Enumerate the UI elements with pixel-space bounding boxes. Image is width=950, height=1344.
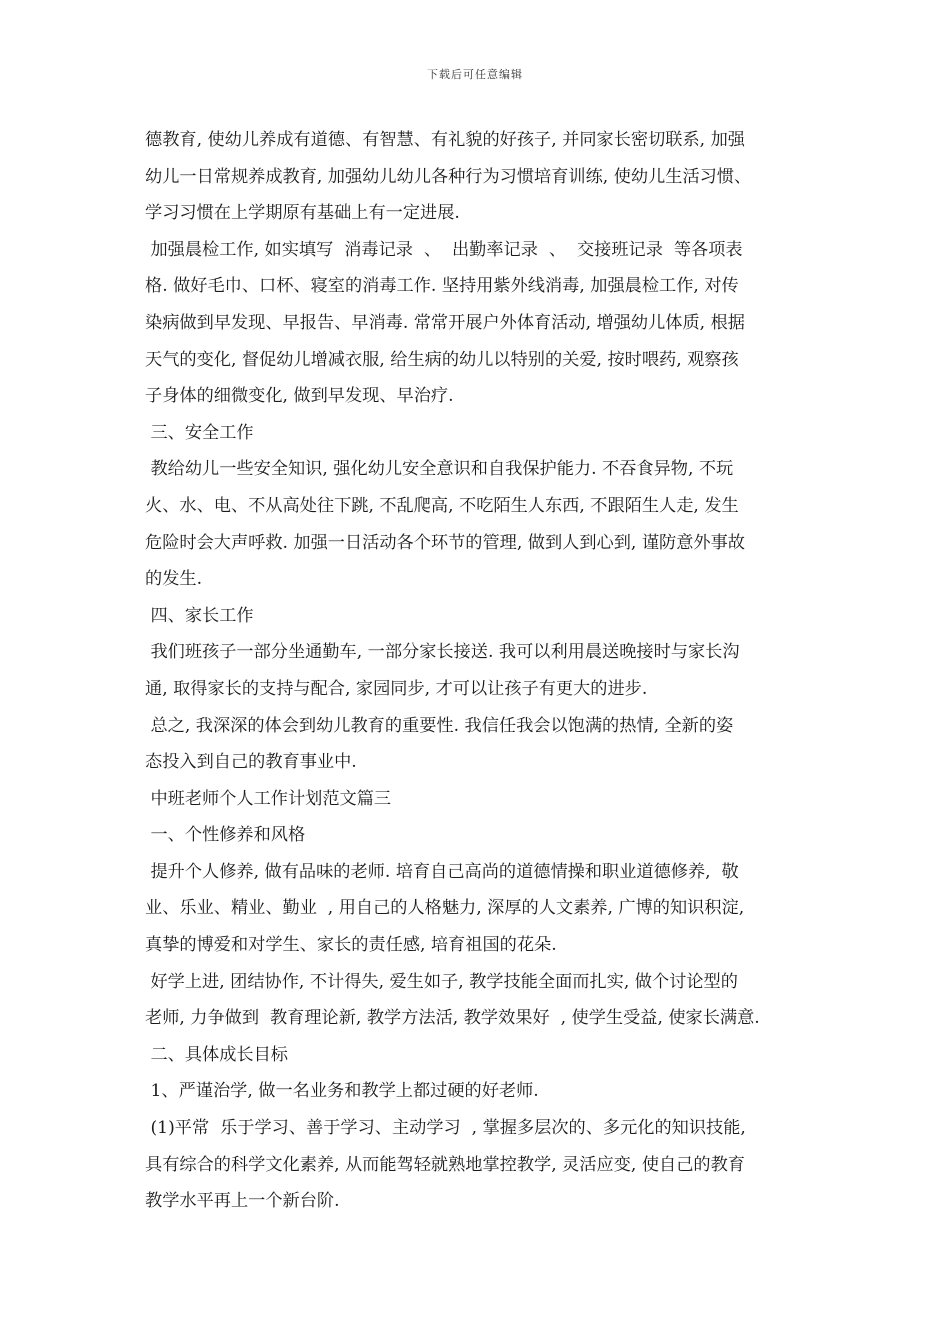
text-line: 通, 取得家长的支持与配合, 家园同步, 才可以让孩子有更大的进步. — [145, 678, 648, 699]
text-line: 总之, 我深深的体会到幼儿教育的重要性. 我信任我会以饱满的热情, 全新的姿 — [145, 715, 734, 736]
article-title: 中班老师个人工作计划范文篇三 — [145, 788, 392, 809]
text-line: 火、水、电、不从高处往下跳, 不乱爬高, 不吃陌生人东西, 不跟陌生人走, 发生 — [145, 495, 739, 516]
text-line: 具有综合的科学文化素养, 从而能驾轻就熟地掌控教学, 灵活应变, 使自己的教育 — [145, 1154, 745, 1175]
text-line: 危险时会大声呼救. 加强一日活动各个环节的管理, 做到人到心到, 谨防意外事故 — [145, 532, 745, 553]
text-line: 教给幼儿一些安全知识, 强化幼儿安全意识和自我保护能力. 不吞食异物, 不玩 — [145, 459, 734, 480]
section-heading: 四、家长工作 — [145, 605, 254, 626]
text-line: (1)平常 乐于学习、善于学习、主动学习 , 掌握多层次的、多元化的知识技能, — [145, 1118, 746, 1139]
text-line: 业、乐业、精业、勤业 , 用自己的人格魅力, 深厚的人文素养, 广博的知识积淀, — [145, 898, 745, 919]
text-line: 教学水平再上一个新台阶. — [145, 1191, 340, 1212]
page-header: 下载后可任意编辑 — [427, 68, 523, 81]
text-line: 天气的变化, 督促幼儿增减衣服, 给生病的幼儿以特别的关爱, 按时喂药, 观察孩 — [145, 349, 739, 370]
section-heading: 一、个性修养和风格 — [145, 825, 306, 846]
text-line: 好学上进, 团结协作, 不计得失, 爱生如子, 教学技能全面而扎实, 做个讨论型的 — [145, 971, 738, 992]
text-line: 的发生. — [145, 569, 203, 590]
text-line: 加强晨检工作, 如实填写 消毒记录 、 出勤率记录 、 交接班记录 等各项表 — [145, 239, 743, 260]
text-line: 老师, 力争做到 教育理论新, 教学方法活, 教学效果好 , 使学生受益, 使家长满意. — [145, 1008, 760, 1029]
document-body — [145, 122, 815, 1220]
text-line: 子身体的细微变化, 做到早发现、早治疗. — [145, 386, 454, 407]
text-line: 1、严谨治学, 做一名业务和教学上都过硬的好老师. — [145, 1081, 539, 1102]
text-line: 真挚的博爱和对学生、家长的责任感, 培育祖国的花朵. — [145, 935, 557, 956]
text-line: 德教育, 使幼儿养成有道德、有智慧、有礼貌的好孩子, 并同家长密切联系, 加强 — [145, 130, 745, 150]
text-line: 提升个人修养, 做有品味的老师. 培育自己高尚的道德情操和职业道德修养, 敬 — [145, 861, 739, 882]
text-line: 格. 做好毛巾、口杯、寝室的消毒工作. 坚持用紫外线消毒, 加强晨检工作, 对传 — [145, 276, 739, 297]
text-line: 我们班孩子一部分坐通勤车, 一部分家长接送. 我可以利用晨送晚接时与家长沟 — [145, 642, 740, 663]
section-heading: 二、具体成长目标 — [145, 1044, 288, 1065]
text-line: 幼儿一日常规养成教育, 加强幼儿幼儿各种行为习惯培育训练, 使幼儿生活习惯、 — [145, 166, 752, 187]
text-line: 态投入到自己的教育事业中. — [145, 752, 357, 773]
text-line: 染病做到早发现、早报告、早消毒. 常常开展户外体育活动, 增强幼儿体质, 根据 — [145, 312, 745, 333]
text-line: 学习习惯在上学期原有基础上有一定进展. — [145, 203, 460, 224]
section-heading: 三、安全工作 — [145, 422, 254, 443]
